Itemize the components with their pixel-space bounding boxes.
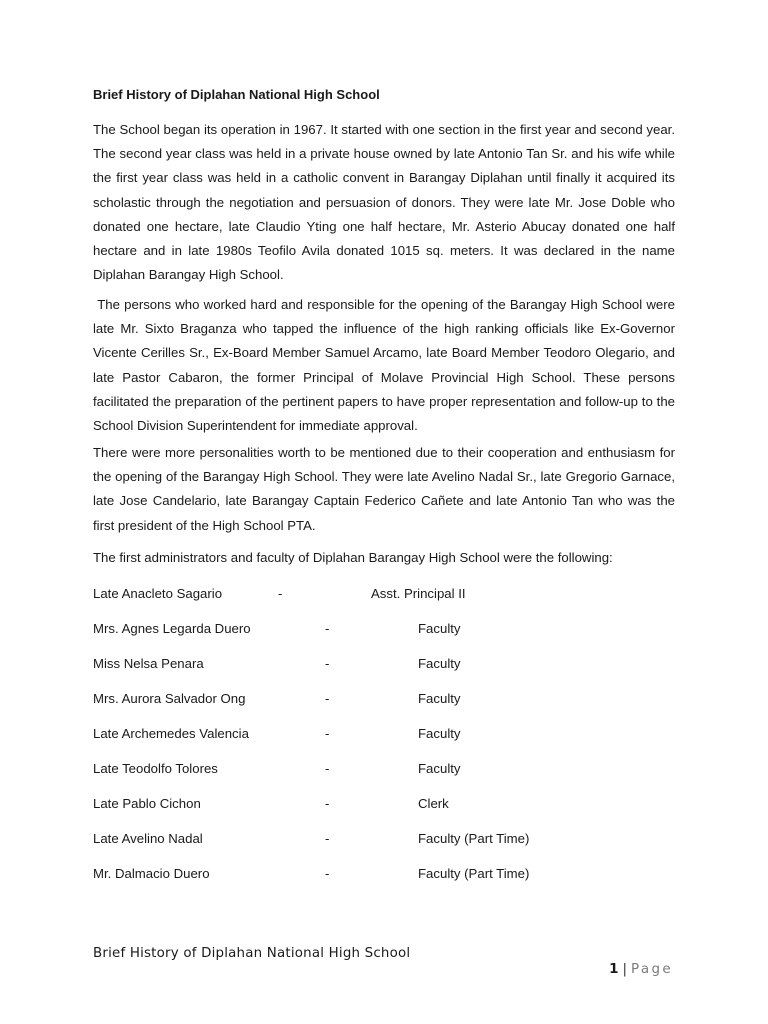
faculty-dash: - xyxy=(325,796,330,811)
faculty-name: Mr. Dalmacio Duero xyxy=(93,866,210,881)
faculty-name: Mrs. Agnes Legarda Duero xyxy=(93,621,251,636)
footer-title: Brief History of Diplahan National High School xyxy=(93,946,411,961)
page-number-separator: | xyxy=(622,962,627,977)
paragraph-founding: The School began its operation in 1967. It started with one section in the first year and second year. The second year class was held in a private house owned by late Antonio Tan Sr. and his wife while the first year class was held in a catholic convent in Barangay Diplahan until finally it acquired its scholastic through the negotiation and persuasion of donors. They were late Mr. Jose Doble who donated one hectare, late Claudio Yting one half hectare, Mr. Asterio Abucay donated one half hectare and in late 1980s Teofilo Avila donated 1015 sq. meters. It was declared in the name Diplahan Barangay High School. xyxy=(93,122,675,283)
faculty-name: Late Anacleto Sagario xyxy=(93,586,223,601)
faculty-name: Late Pablo Cichon xyxy=(93,796,201,811)
faculty-dash: - xyxy=(325,831,330,846)
faculty-role: Asst. Principal II xyxy=(371,586,466,601)
faculty-dash: - xyxy=(325,621,330,636)
faculty-dash: - xyxy=(325,691,330,706)
faculty-role: Faculty xyxy=(418,726,461,741)
faculty-dash: - xyxy=(325,761,330,776)
faculty-name: Late Archemedes Valencia xyxy=(93,726,249,741)
faculty-dash: - xyxy=(325,866,330,881)
faculty-name: Late Teodolfo Tolores xyxy=(93,761,218,776)
faculty-role: Faculty (Part Time) xyxy=(418,831,530,846)
faculty-dash: - xyxy=(325,656,330,671)
page-number xyxy=(609,962,673,977)
faculty-name: Mrs. Aurora Salvador Ong xyxy=(93,691,246,706)
faculty-name: Late Avelino Nadal xyxy=(93,831,203,846)
faculty-role: Faculty xyxy=(418,691,461,706)
faculty-role: Faculty xyxy=(418,656,461,671)
page-word: Page xyxy=(630,962,673,977)
faculty-name: Miss Nelsa Penara xyxy=(93,656,204,671)
document-title: Brief History of Diplahan National High School xyxy=(93,87,380,102)
faculty-role: Clerk xyxy=(418,796,449,811)
faculty-role: Faculty xyxy=(418,621,461,636)
paragraph-supporters: The persons who worked hard and responsible for the opening of the Barangay High School were late Mr. Sixto Braganza who tapped the influence of the high ranking officials like Ex-Governor Vicente Cerilles Sr., Ex-Board Member Samuel Arcamo, late Board Member Teodoro Olegario, and late Pastor Cabaron, the former Principal of Molave Provincial High School. These persons facilitated the preparation of the pertinent papers to have proper representation and follow-up to the School Division Superintendent for immediate approval. xyxy=(93,297,679,434)
page-number-value: 1 xyxy=(609,962,619,977)
faculty-dash: - xyxy=(325,726,330,741)
paragraph-personalities: There were more personalities worth to be mentioned due to their cooperation and enthusiasm for the opening of the Barangay High School. They were late Avelino Nadal Sr., late Gregorio Garnace, late Jose Candelario, late Barangay Captain Federico Cañete and late Antonio Tan who was the first president of the High School PTA. xyxy=(93,445,675,533)
faculty-dash: - xyxy=(278,586,283,601)
faculty-role: Faculty (Part Time) xyxy=(418,866,530,881)
paragraph-faculty-intro: The first administrators and faculty of Diplahan Barangay High School were the following: xyxy=(93,550,613,565)
faculty-role: Faculty xyxy=(418,761,461,776)
